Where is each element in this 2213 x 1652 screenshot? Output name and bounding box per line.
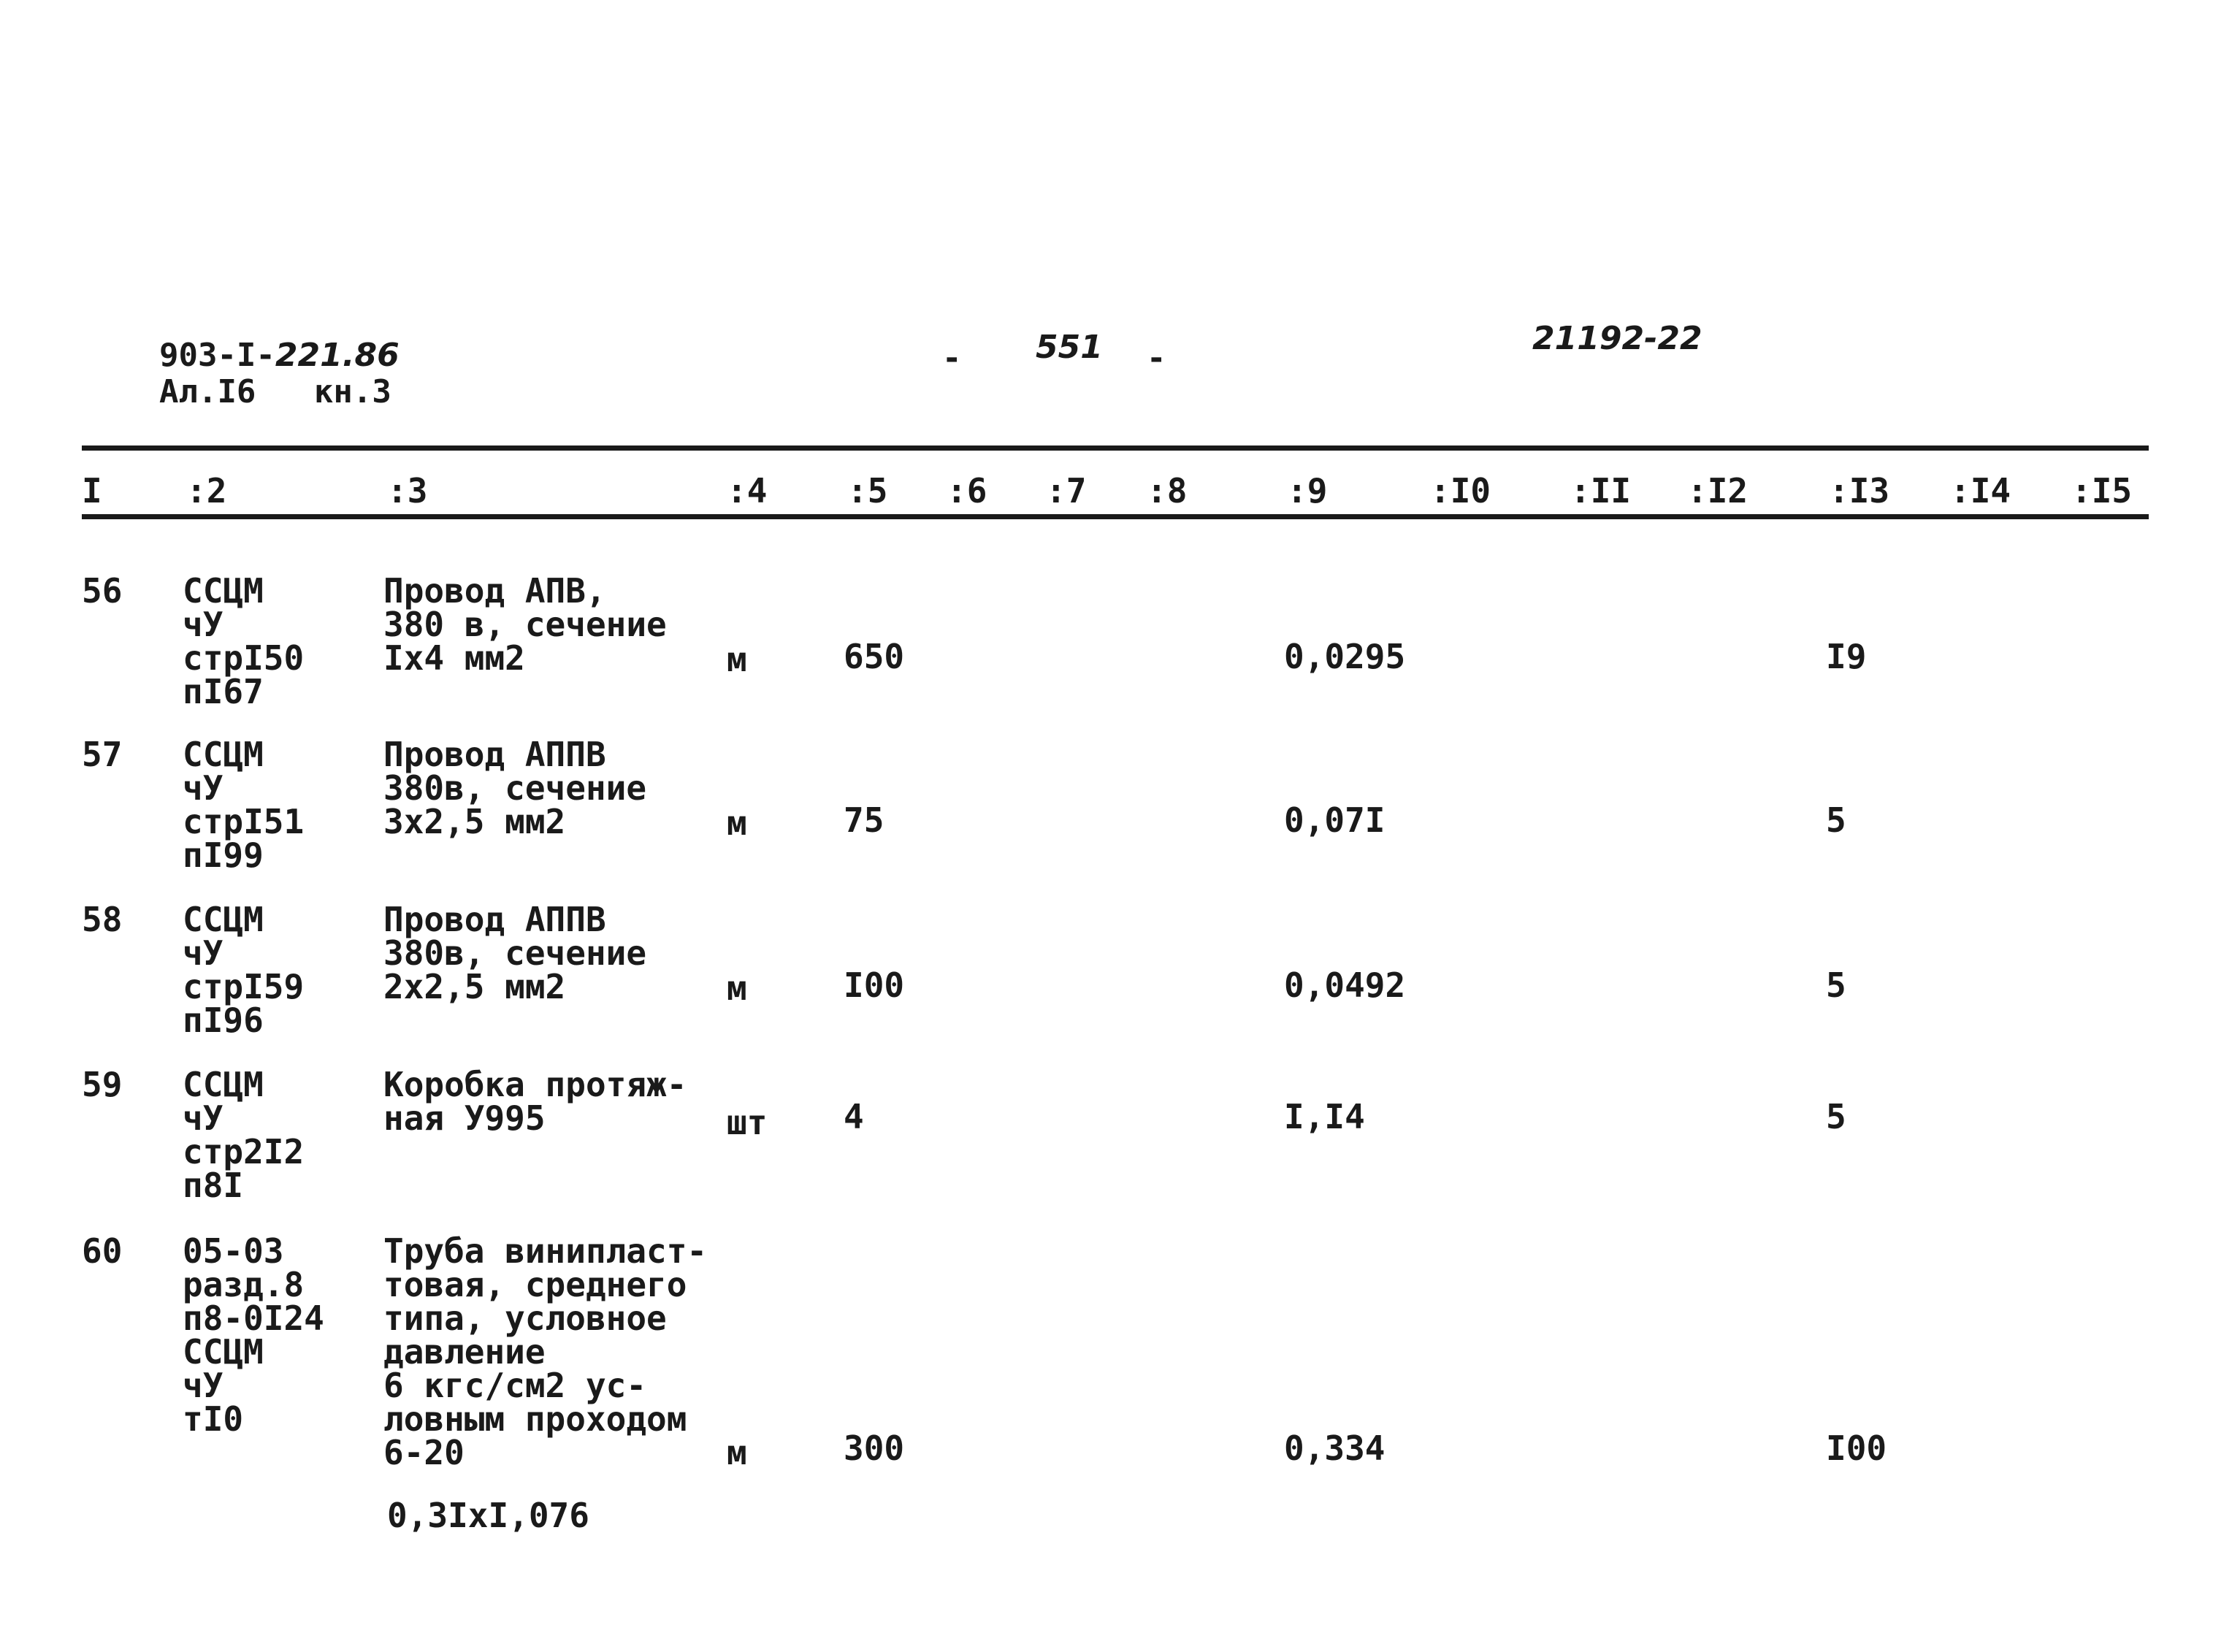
page-dash-left: - (942, 340, 962, 377)
column-header-12: :I2 (1687, 471, 1748, 510)
row-reference: ССЦМ чУ стрI50 пI67 (183, 571, 305, 711)
row-unit: м (727, 640, 747, 679)
row-unit: м (727, 968, 747, 1008)
row-col13: I00 (1826, 1429, 1887, 1468)
column-header-9: :9 (1287, 471, 1328, 510)
row-col9: 0,07I (1284, 800, 1385, 840)
row-reference: 05-03 разд.8 п8-0I24 ССЦМ чУ тI0 (183, 1231, 324, 1439)
row-col9: I,I4 (1284, 1097, 1365, 1136)
row-number: 57 (82, 735, 123, 774)
row-col9: 0,0492 (1284, 965, 1406, 1005)
row-description: Труба винипласт- товая, среднего типа, условное давление 6 кгс/см2 ус- ловным проходом 6-20 (383, 1231, 708, 1472)
row-quantity: I00 (844, 965, 905, 1005)
table-top-rule (82, 445, 2149, 451)
row-quantity: 75 (844, 800, 884, 840)
row-col13: I9 (1826, 637, 1867, 676)
column-header-6: :6 (947, 471, 987, 510)
row-description: Провод АПВ, 380 в, сечение Iх4 мм2 (383, 571, 667, 678)
row-reference: ССЦМ чУ стр2I2 п8I (183, 1065, 305, 1205)
row-unit: шт (727, 1103, 768, 1142)
page-number: 551 (1036, 329, 1103, 366)
row-quantity: 4 (844, 1097, 864, 1136)
row-col13: 5 (1826, 800, 1846, 840)
row-reference: ССЦМ чУ стрI59 пI96 (183, 900, 305, 1040)
column-header-11: :II (1570, 471, 1632, 510)
column-header-15: :I5 (2071, 471, 2133, 510)
column-header-5: :5 (847, 471, 888, 510)
column-header-7: :7 (1046, 471, 1087, 510)
row-unit: м (727, 803, 747, 843)
inventory-number: 21192-22 (1532, 320, 1702, 357)
row-unit: м (727, 1433, 747, 1472)
row-quantity: 300 (844, 1429, 905, 1468)
doc-code-printed: 903-I- (158, 337, 275, 374)
row-number: 59 (82, 1065, 123, 1104)
album-book-line (82, 342, 391, 443)
row-description: Провод АППВ 380в, сечение 3х2,5 мм2 (383, 735, 647, 841)
table-header-rule (82, 514, 2149, 519)
column-header-13: :I3 (1829, 471, 1890, 510)
row-number: 60 (82, 1231, 123, 1271)
row-col13: 5 (1826, 965, 1846, 1005)
row-col13: 5 (1826, 1097, 1846, 1136)
row-reference: ССЦМ чУ стрI51 пI99 (183, 735, 305, 875)
column-header-2: :2 (186, 471, 227, 510)
row-description: Провод АППВ 380в, сечение 2х2,5 мм2 (383, 900, 647, 1006)
row-number: 56 (82, 571, 123, 611)
row-quantity: 650 (844, 637, 905, 676)
row-col9: 0,334 (1284, 1429, 1385, 1468)
page-dash-right: - (1147, 340, 1166, 377)
album-number: Ал.I6 (158, 373, 256, 410)
column-header-3: :3 (387, 471, 428, 510)
row-description: Коробка протяж- ная У995 (383, 1065, 687, 1138)
column-header-1: I (82, 471, 102, 510)
row-col9: 0,0295 (1284, 637, 1406, 676)
column-header-4: :4 (727, 471, 768, 510)
doc-code-handwritten: 221.86 (275, 337, 400, 374)
column-header-14: :I4 (1950, 471, 2011, 510)
row-number: 58 (82, 900, 123, 939)
column-header-10: :I0 (1430, 471, 1491, 510)
column-header-8: :8 (1147, 471, 1188, 510)
row-note: 0,3IхI,076 (387, 1496, 589, 1535)
book-number: кн.3 (313, 373, 391, 410)
